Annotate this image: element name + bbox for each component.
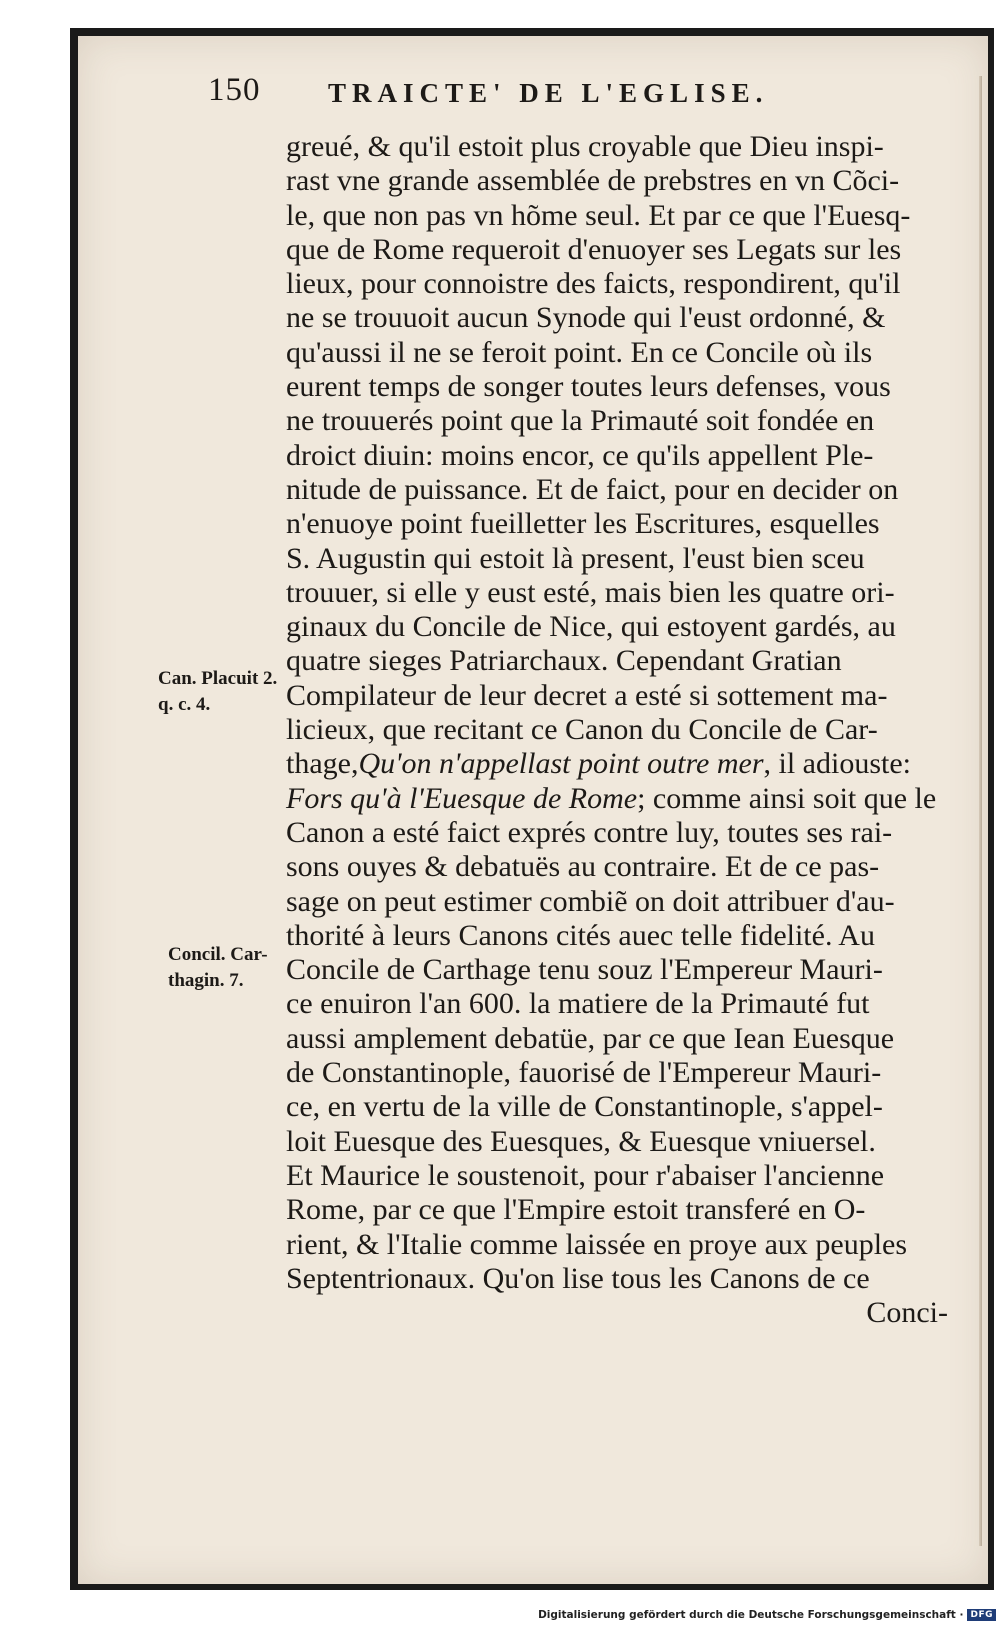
text-line: Concile de Carthage tenu souz l'Empereur Mauri- [286,953,883,987]
text-line: Compilateur de leur decret a esté si sottement ma- [286,678,888,712]
text-line: Septentrionaux. Qu'on lise tous les Canons de ce [286,1261,870,1295]
text-line: de Constantinople, fauorisé de l'Empereur Mauri- [286,1056,882,1090]
body-text [286,130,966,1330]
marginal-line: Can. Placuit 2. [158,668,278,689]
text-line-with-italic [286,747,966,781]
text-fragment: ; comme ainsi soit que le [637,781,937,815]
text-line: eurent temps de songer toutes leurs defenses, vous [286,370,891,404]
digitization-footer [538,1606,996,1624]
text-line: le, que non pas vn hõme seul. Et par ce que l'Euesq- [286,198,911,232]
page-number: 150 [208,72,261,108]
text-line: ginaux du Concile de Nice, qui estoyent gardés, au [286,610,896,644]
text-line: qu'aussi il ne se feroit point. En ce Concile où ils [286,335,873,369]
catchword: Conci- [866,1296,948,1330]
text-line: ne se trouuoit aucun Synode qui l'eust ordonné, & [286,301,886,335]
marginal-note-concil [168,942,268,994]
marginal-line: q. c. 4. [158,694,211,715]
italic-quote: Fors qu'à l'Euesque de Rome [286,781,638,815]
text-line: Canon a esté faict exprés contre luy, toutes ses rai- [286,815,893,849]
text-line: Rome, par ce que l'Empire estoit transferé en O- [286,1193,866,1227]
text-fragment: thage, [286,747,359,781]
footer-text: Digitalisierung gefördert durch die Deutsche Forschungsgemeinschaft · [538,1609,964,1621]
dfg-logo-icon: DFG [967,1609,996,1621]
text-line: thorité à leurs Canons cités auec telle fidelité. Au [286,918,875,952]
text-line: lieux, pour connoistre des faicts, respondirent, qu'il [286,267,901,301]
text-line: greué, & qu'il estoit plus croyable que Dieu inspi- [286,130,884,163]
page-edge [979,76,982,1546]
text-line: ce enuiron l'an 600. la matiere de la Primauté fut [286,987,870,1021]
text-line: S. Augustin qui estoit là present, l'eust bien sceu [286,541,865,575]
text-line: que de Rome requeroit d'enuoyer ses Legats sur les [286,232,902,266]
text-line: n'enuoye point fueilletter les Escritures, esquelles [286,507,880,541]
text-line: sage on peut estimer combiẽ on doit attribuer d'au- [286,884,895,918]
marginal-note-canon [158,666,277,718]
text-line: nitude de puissance. Et de faict, pour en decider on [286,472,899,506]
text-line: licieux, que recitant ce Canon du Concile de Car- [286,713,878,747]
text-line: trouuer, si elle y eust esté, mais bien les quatre ori- [286,575,895,609]
text-fragment: , il adiouste: [763,747,911,781]
marginal-line: Concil. Car- [168,944,268,965]
running-title: TRAICTE' DE L'EGLISE. [328,78,769,108]
page-header [208,70,928,120]
text-line: loit Euesque des Euesques, & Euesque vniuersel. [286,1124,876,1158]
text-line: sons ouyes & debatuës au contraire. Et de ce pas- [286,850,880,884]
text-line: rast vne grande assemblée de prebstres en vn Cõci- [286,164,900,198]
text-line-with-italic [286,782,966,816]
marginal-line: thagin. 7. [168,970,244,991]
text-line: droict diuin: moins encor, ce qu'ils appellent Ple- [286,438,874,472]
text-line: quatre sieges Patriarchaux. Cependant Gratian [286,644,842,678]
text-line: ne trouuerés point que la Primauté soit fondée en [286,404,875,438]
italic-quote: Qu'on n'appellast point outre mer [358,747,764,781]
text-line: aussi amplement debatüe, par ce que Iean Euesque [286,1021,895,1055]
text-line: ce, en vertu de la ville de Constantinople, s'appel- [286,1090,883,1124]
text-line: rient, & l'Italie comme laissée en proye aux peuples [286,1227,908,1261]
text-line: Et Maurice le soustenoit, pour r'abaiser l'ancienne [286,1158,885,1192]
